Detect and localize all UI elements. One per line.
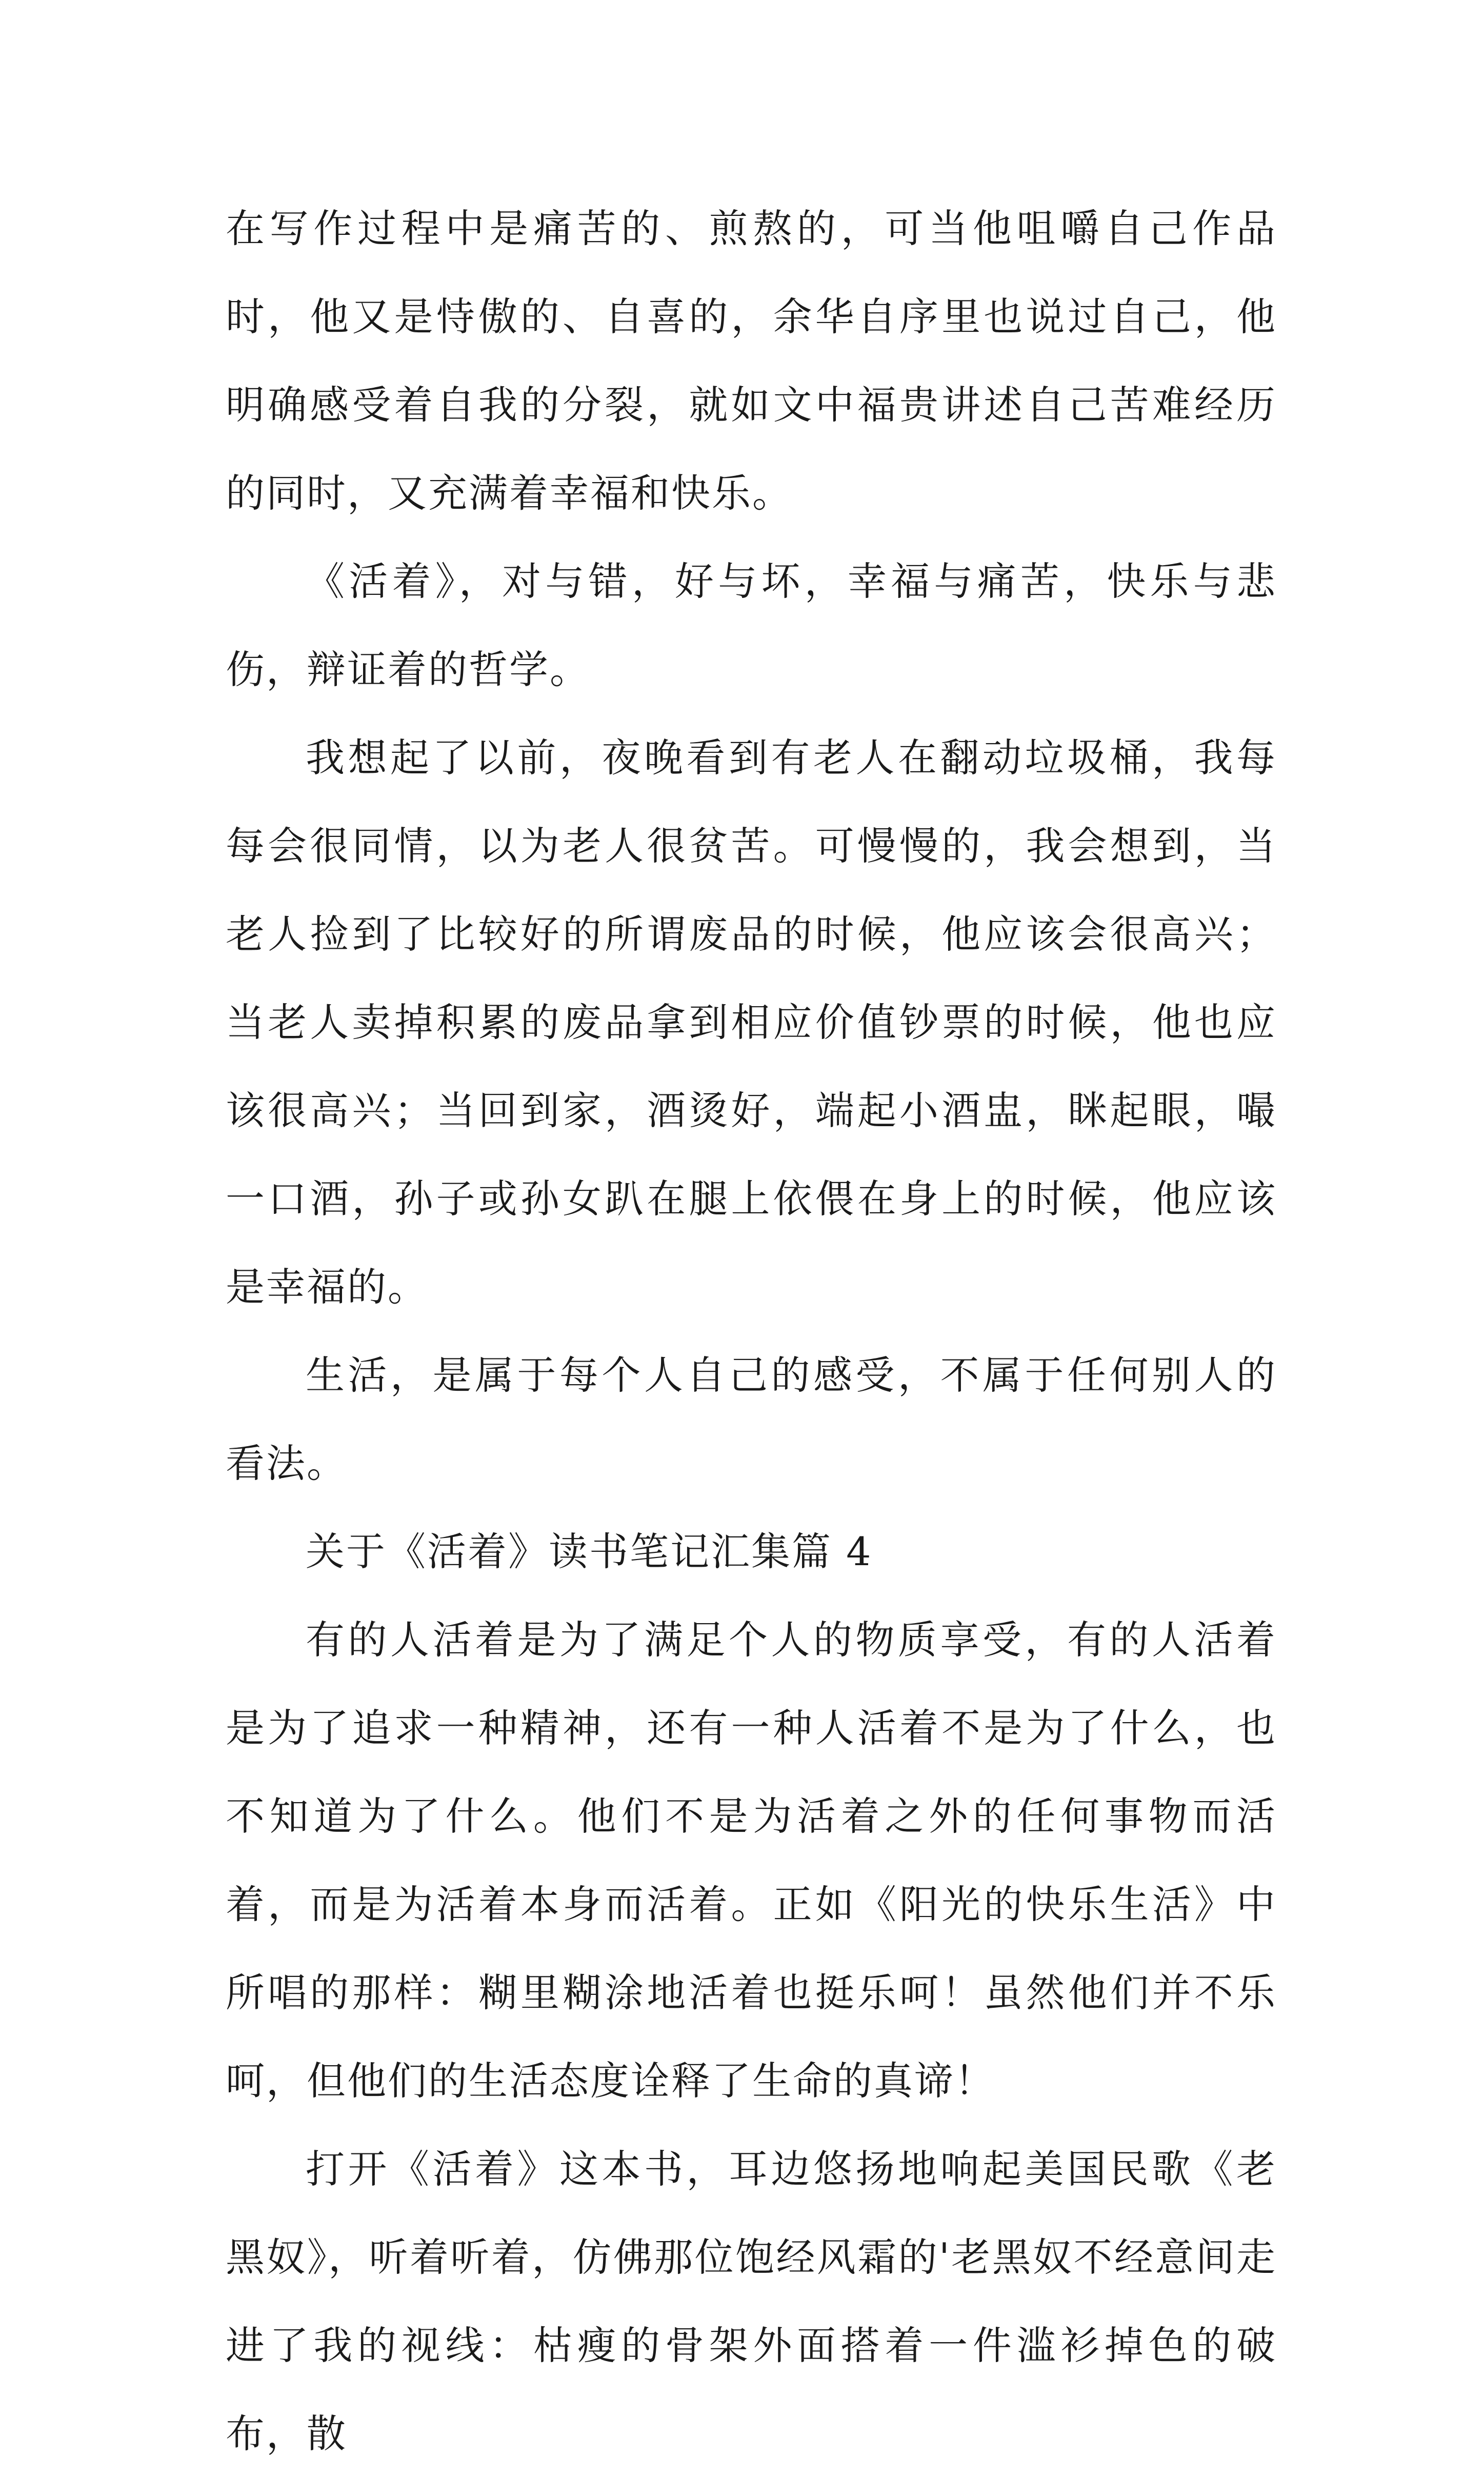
section-heading: 关于《活着》读书笔记汇集篇 4 [306,1529,873,1574]
paragraph-3: 我想起了以前，夜晚看到有老人在翻动垃圾桶，我每每会很同情，以为老人很贫苦。可慢慢的，我会想到，当老人捡到了比较好的所谓废品的时候，他应该会很高兴；当老人卖掉积累的废品拿到相应价值钞票的时候，他也应该很高兴；当回到家，酒烫好，端起小酒盅，眯起眼，嘬一口酒，孙子或孙女趴在腿上依偎在身上的时候，他应该是幸福的。 [226,735,1277,1310]
paragraph-2: 《活着》，对与错，好与坏，幸福与痛苦，快乐与悲伤，辩证着的哲学。 [226,558,1277,692]
paragraph-5: 有的人活着是为了满足个人的物质享受，有的人活着是为了追求一种精神，还有一种人活着不是为了什么，也不知道为了什么。他们不是为活着之外的任何事物而活着，而是为活着本身而活着。正如《阳光的快乐生活》中所唱的那样：糊里糊涂地活着也挺乐呵！虽然他们并不乐呵，但他们的生活态度诠释了生命的真谛！ [226,1617,1277,2104]
paragraph-4: 生活，是属于每个人自己的感受，不属于任何别人的看法。 [226,1352,1277,1486]
document-body [226,185,1277,2478]
paragraph-6: 打开《活着》这本书，耳边悠扬地响起美国民歌《老黑奴》，听着听着，仿佛那位饱经风霜的'老黑奴不经意间走进了我的视线：枯瘦的骨架外面搭着一件滥衫掉色的破布，散 [226,2146,1277,2456]
paragraph-1: 在写作过程中是痛苦的、煎熬的，可当他咀嚼自己作品时，他又是恃傲的、自喜的，余华自序里也说过自己，他明确感受着自我的分裂，就如文中福贵讲述自己苦难经历的同时，又充满着幸福和快乐。 [226,206,1277,516]
